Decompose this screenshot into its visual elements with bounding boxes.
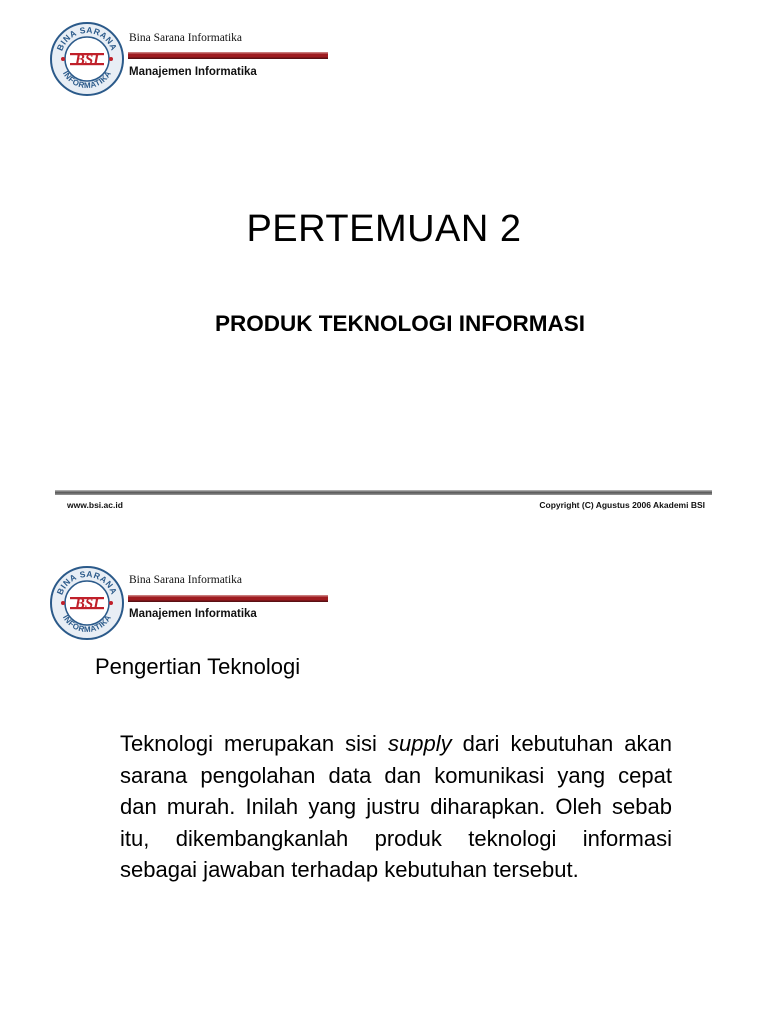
footer-website: www.bsi.ac.id <box>67 500 123 510</box>
footer-divider <box>55 490 712 495</box>
dept-name: Manajemen Informatika <box>129 608 257 620</box>
section-heading: Pengertian Teknologi <box>95 654 301 679</box>
slide-content <box>0 540 768 1024</box>
body-text-end: dari kebutuhan akan sarana pengolahan data dan komunikasi yang cepat dan murah. Inilah yang justru diharapkan. Oleh sebab itu, dikembangkanlah produk teknologi informasi sebagai jawaban terhadap kebutuhan tersebut. <box>120 731 672 882</box>
bsi-logo-icon <box>49 21 125 97</box>
dept-name: Manajemen Informatika <box>129 66 257 78</box>
page-subtitle: PRODUK TEKNOLOGI INFORMASI <box>215 311 585 336</box>
header-red-rule <box>128 595 328 602</box>
page-title: PERTEMUAN 2 <box>246 208 522 250</box>
body-paragraph <box>120 728 672 886</box>
body-text-emphasis: supply <box>388 731 452 756</box>
body-text-start: Teknologi merupakan sisi <box>120 731 389 756</box>
footer-copyright: Copyright (C) Agustus 2006 Akademi BSI <box>539 500 705 510</box>
bsi-logo-icon <box>49 565 125 641</box>
org-name: Bina Sarana Informatika <box>129 32 243 44</box>
header-red-rule <box>128 52 328 59</box>
org-name: Bina Sarana Informatika <box>129 574 243 586</box>
